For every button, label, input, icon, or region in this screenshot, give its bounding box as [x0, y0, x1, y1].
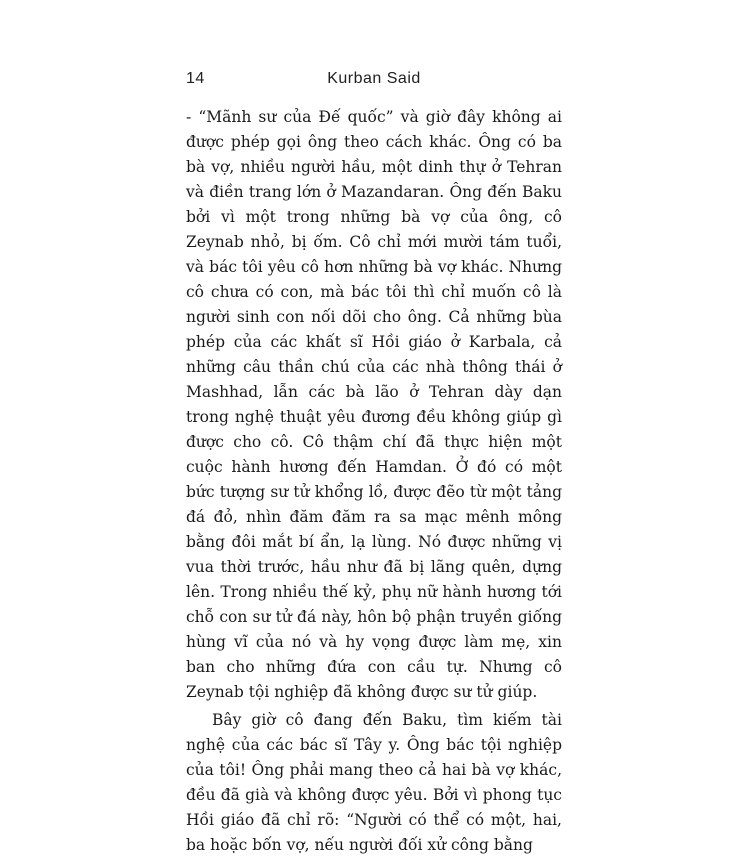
running-header [186, 70, 562, 96]
book-title: Kurban Said [327, 70, 421, 87]
page-number: 14 [186, 70, 205, 87]
paragraph-1: - “Mãnh sư của Đế quốc” và giờ đây không ai được phép gọi ông theo cách khác. Ông có ba bà vợ, nhiều người hầu, một dinh thự ở Tehran và điền trang lớn ở Mazandaran. Ông đến Baku bởi vì một trong những bà vợ của ông, cô Zeynab nhỏ, bị ốm. Cô chỉ mới mười tám tuổi, và bác tôi yêu cô hơn những bà vợ khác. Nhưng cô chưa có con, mà bác tôi thì chỉ muốn cô là người sinh con nối dõi cho ông. Cả những bùa phép của các khất sĩ Hồi giáo ở Karbala, cả những câu thần chú của các nhà thông thái ở Mashhad, lẫn các bà lão ở Tehran dày dạn trong nghệ thuật yêu đương đều không giúp gì được cho cô. Cô thậm chí đã thực hiện một cuộc hành hương đến Hamdan. Ở đó có một bức tượng sư tử khổng lồ, được đẽo từ một tảng đá đỏ, nhìn đăm đăm ra sa mạc mênh mông bằng đôi mắt bí ẩn, lạ lùng. Nó được những vị vua thời trước, hầu như đã bị lãng quên, dựng lên. Trong nhiều thế kỷ, phụ nữ hành hương tới chỗ con sư tử đá này, hôn bộ phận truyền giống hùng vĩ của nó và hy vọng được làm mẹ, xin ban cho những đứa con cầu tự. Nhưng cô Zeynab tội nghiệp đã không được sư tử giúp. [186, 108, 562, 701]
paragraph-2: Bây giờ cô đang đến Baku, tìm kiếm tài nghệ của các bác sĩ Tây y. Ông bác tội nghiệp của tôi! Ông phải mang theo cả hai bà vợ khác, đều đã già và không được yêu. Bởi vì phong tục Hồi giáo đã chỉ rõ: “Người có thể có một, hai, ba hoặc bốn vợ, nếu người đối xử công bằng [186, 711, 562, 854]
body-text [186, 105, 562, 858]
